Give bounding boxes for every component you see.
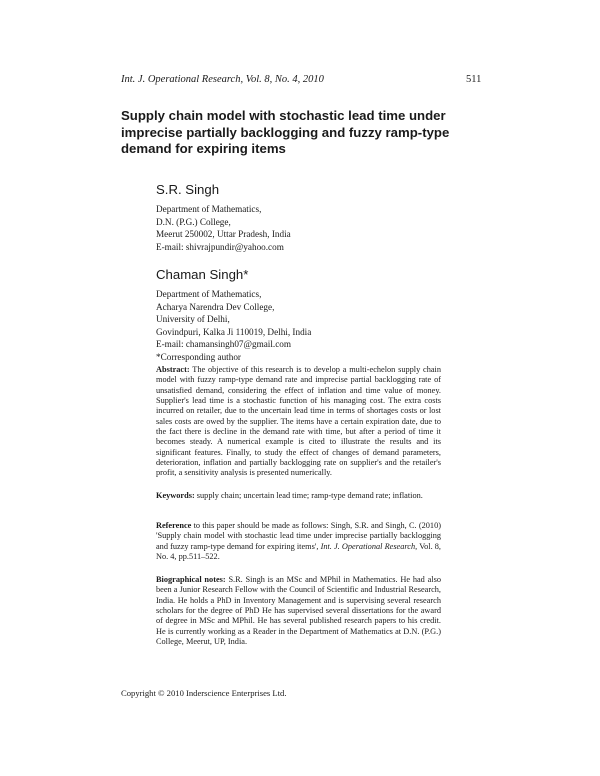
paper-title — [121, 108, 491, 158]
bio-text: S.R. Singh is an MSc and MPhil in Mathematics. He had also been a Junior Research Fellow with the Council of Scientific and Industrial Research, India. He holds a PhD in Inventory Management and is supervising several research scholars for the degree of PhD He has supervised several dissertations for the award of degree in MSc and MPhil. He has several published research papers to his credit. He is currently working as a Reader in the Department of Mathematics at D.N. (P.G.) College, Meerut, UP, India. — [156, 575, 441, 647]
abstract-label: Abstract: — [156, 365, 190, 374]
biographical-notes — [156, 575, 441, 647]
title-line: demand for expiring items — [121, 141, 286, 156]
author-affiliation — [156, 203, 291, 253]
affiliation-line: Meerut 250002, Uttar Pradesh, India — [156, 229, 291, 239]
abstract-text: The objective of this research is to develop a multi-echelon supply chain model with fuzzy ramp-type demand rate and imprecise partial backlogging rate of unsatisfied demand, considering the effect of inflation and time value of money. Supplier's lead time is a stochastic function of his managing cost. The extra costs incurred on retailer, due to the uncertain lead time in terms of shortages costs or lost sales costs are owed by the supplier. The items have a certain expiration date, due to the fact there is decline in the demand rate with time, but after a period of time it becomes steady. A numerical example is cited to illustrate the results and its significant features. Finally, to study the effect of changes of demand parameters, deterioration, inflation and partially backlogging rate on supplier's and the retailer's profit, a sensitivity analysis is presented numerically. — [156, 365, 441, 478]
author-email: E-mail: shivrajpundir@yahoo.com — [156, 241, 284, 252]
copyright-notice: Copyright © 2010 Inderscience Enterprises Ltd. — [121, 688, 287, 698]
keywords — [156, 491, 441, 501]
bio-label: Biographical notes: — [156, 575, 226, 584]
keywords-label: Keywords: — [156, 491, 195, 500]
author-name: Chaman Singh* — [156, 267, 249, 282]
affiliation-line: Department of Mathematics, — [156, 289, 262, 299]
author-email: E-mail: chamansingh07@gmail.com — [156, 339, 292, 349]
author-affiliation — [156, 288, 311, 363]
page-number: 511 — [466, 74, 482, 85]
citation-reference — [156, 521, 441, 562]
reference-details: , Vol. 8, No. 4, pp.511–522. — [156, 541, 442, 562]
affiliation-line: D.N. (P.G.) College, — [156, 216, 231, 227]
corresponding-author-note: *Corresponding author — [156, 351, 241, 362]
affiliation-line: Department of Mathematics, — [156, 204, 262, 214]
keywords-text: supply chain; uncertain lead time; ramp-type demand rate; inflation. — [196, 491, 423, 500]
affiliation-line: Govindpuri, Kalka Ji 110019, Delhi, India — [156, 326, 312, 337]
reference-label: Reference — [156, 521, 192, 530]
affiliation-line: University of Delhi, — [156, 314, 230, 324]
title-line: Supply chain model with stochastic lead time under — [121, 108, 446, 123]
author-name: S.R. Singh — [156, 182, 220, 197]
abstract — [156, 365, 441, 479]
reference-journal: Int. J. Operational Research — [320, 541, 416, 551]
affiliation-line: Acharya Narendra Dev College, — [156, 301, 275, 312]
title-line: imprecise partially backlogging and fuzzy ramp-type — [121, 124, 450, 140]
reference-text: to this paper should be made as follows: Singh, S.R. and Singh, C. (2010) 'Supply chain model with stochastic lead time under imprecise partially backlogging and fuzzy ramp-type demand for expiring items', — [156, 521, 441, 551]
journal-running-head: Int. J. Operational Research, Vol. 8, No. 4, 2010 — [121, 74, 324, 85]
